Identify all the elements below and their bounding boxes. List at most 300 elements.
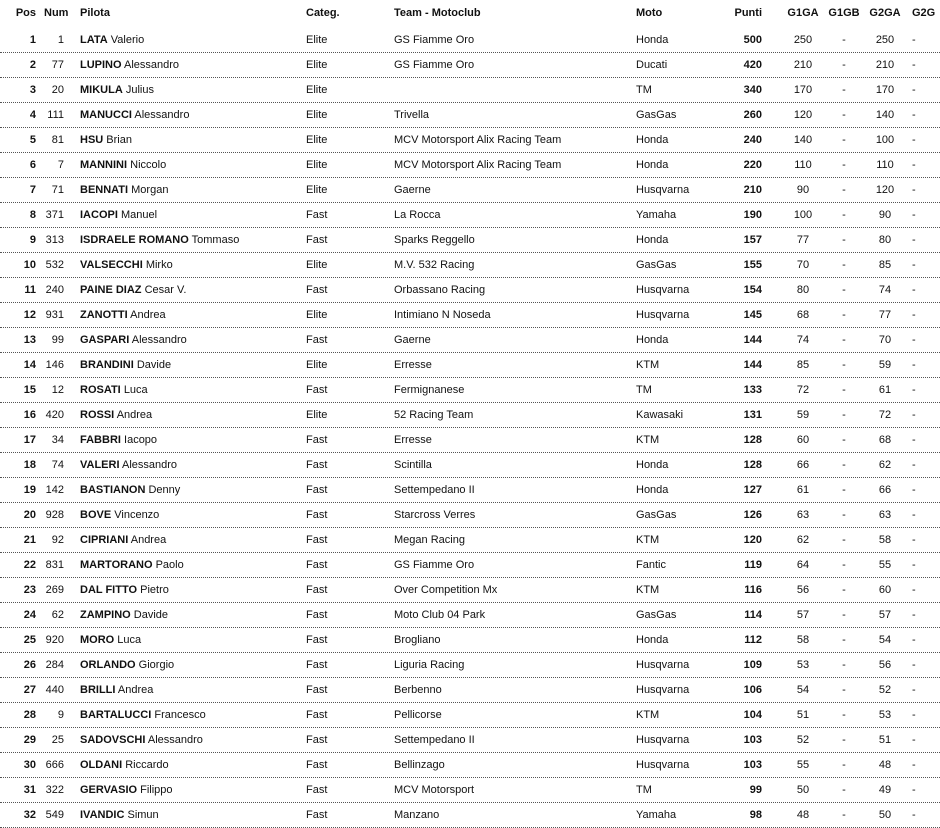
cell-g2gb: - (912, 634, 916, 646)
cell-pos: 6 (29, 159, 36, 171)
cell-categ: Fast (306, 584, 328, 596)
cell-pilota (80, 584, 169, 597)
table-row (0, 803, 940, 828)
table-row (0, 553, 940, 578)
cell-g1gb: - (842, 509, 846, 521)
cell-categ: Fast (306, 609, 328, 621)
cell-g1gb: - (842, 809, 846, 821)
cell-moto: Yamaha (636, 209, 677, 221)
cell-categ: Elite (306, 34, 328, 46)
cell-firstname: Manuel (120, 209, 158, 221)
cell-moto: Husqvarna (636, 759, 690, 771)
cell-moto: Honda (636, 634, 669, 646)
cell-g1gb: - (842, 734, 846, 746)
cell-firstname: Davide (133, 609, 169, 621)
cell-firstname: Andrea (117, 684, 154, 696)
cell-g1gb: - (842, 784, 846, 796)
cell-pilota (80, 434, 157, 447)
cell-moto: GasGas (636, 259, 677, 271)
cell-moto: Honda (636, 234, 669, 246)
cell-pos: 14 (23, 359, 36, 371)
cell-surname: MARTORANO (80, 559, 153, 571)
cell-punti: 127 (743, 484, 762, 496)
cell-num: 25 (51, 734, 64, 746)
cell-g1ga: 210 (793, 59, 813, 71)
cell-g2gb: - (912, 209, 916, 221)
cell-moto: Husqvarna (636, 734, 690, 746)
cell-punti: 220 (743, 159, 762, 171)
cell-g2gb: - (912, 334, 916, 346)
cell-num: 666 (45, 759, 64, 771)
table-row (0, 428, 940, 453)
table-row (0, 678, 940, 703)
cell-surname: ISDRAELE ROMANO (80, 234, 189, 246)
cell-g1gb: - (842, 234, 846, 246)
cell-g2gb: - (912, 309, 916, 321)
cell-g2gb: - (912, 159, 916, 171)
cell-firstname: Valerio (110, 34, 145, 46)
cell-moto: Kawasaki (636, 409, 684, 421)
cell-g2gb: - (912, 684, 916, 696)
cell-categ: Elite (306, 309, 328, 321)
cell-g2ga: 53 (878, 709, 892, 721)
cell-firstname: Alessandro (121, 459, 178, 471)
cell-moto: Honda (636, 159, 669, 171)
cell-firstname: Alessandro (124, 59, 180, 71)
cell-firstname: Luca (117, 634, 142, 646)
cell-firstname: Filippo (140, 784, 173, 796)
cell-categ: Fast (306, 209, 328, 221)
cell-team: Orbassano Racing (394, 284, 486, 296)
cell-categ: Fast (306, 659, 328, 671)
cell-moto: Husqvarna (636, 684, 690, 696)
cell-team: La Rocca (394, 209, 441, 221)
cell-g1gb: - (842, 109, 846, 121)
cell-num: 62 (51, 609, 64, 621)
cell-g1ga: 54 (796, 684, 810, 696)
cell-pos: 18 (23, 459, 36, 471)
cell-g1ga: 50 (796, 784, 810, 796)
cell-g1ga: 74 (796, 334, 810, 346)
cell-pilota (80, 809, 159, 822)
cell-g2gb: - (912, 484, 916, 496)
header-team: Team - Motoclub (394, 7, 481, 19)
cell-num: 269 (45, 584, 64, 596)
cell-pos: 7 (29, 184, 36, 196)
cell-g2ga: 110 (876, 159, 894, 171)
cell-team: Settempedano II (394, 734, 475, 746)
cell-punti: 114 (744, 609, 762, 621)
table-row (0, 53, 940, 78)
table-row (0, 28, 940, 53)
cell-pilota (80, 509, 159, 522)
cell-team: Pellicorse (394, 709, 442, 721)
cell-pos: 24 (23, 609, 36, 621)
cell-team: GS Fiamme Oro (394, 559, 475, 571)
cell-pos: 23 (23, 584, 36, 596)
cell-team: M.V. 532 Racing (394, 259, 475, 271)
table-row (0, 253, 940, 278)
cell-pilota (80, 259, 173, 272)
cell-categ: Fast (306, 634, 328, 646)
table-row (0, 653, 940, 678)
cell-firstname: Andrea (130, 534, 167, 546)
cell-num: 920 (45, 634, 64, 646)
cell-g1gb: - (842, 609, 846, 621)
table-row (0, 153, 940, 178)
table-row (0, 578, 940, 603)
cell-punti: 133 (743, 384, 762, 396)
cell-team: MCV Motorsport Alix Racing Team (394, 159, 562, 171)
cell-firstname: Alessandro (134, 109, 190, 121)
cell-g1gb: - (842, 484, 846, 496)
cell-moto: Fantic (636, 559, 666, 571)
cell-g2gb: - (912, 809, 916, 821)
cell-punti: 128 (743, 459, 762, 471)
cell-punti: 104 (743, 709, 762, 721)
cell-surname: VALERI (80, 459, 120, 471)
cell-num: 313 (45, 234, 64, 246)
cell-num: 74 (51, 459, 64, 471)
cell-g2gb: - (912, 384, 916, 396)
cell-firstname: Niccolo (130, 159, 167, 171)
cell-team: Over Competition Mx (394, 584, 498, 596)
cell-g1ga: 80 (796, 284, 810, 296)
cell-pos: 20 (23, 509, 36, 521)
cell-g2ga: 54 (878, 634, 892, 646)
cell-surname: ZAMPINO (80, 609, 131, 621)
table-row (0, 328, 940, 353)
cell-team: GS Fiamme Oro (394, 34, 475, 46)
cell-num: 99 (51, 334, 64, 346)
cell-num: 20 (51, 84, 64, 96)
cell-surname: ROSATI (80, 384, 121, 396)
cell-categ: Fast (306, 534, 328, 546)
cell-pos: 31 (23, 784, 36, 796)
cell-surname: BRILLI (80, 684, 116, 696)
cell-g2ga: 77 (878, 309, 892, 321)
cell-g2gb: - (912, 359, 916, 371)
cell-pos: 5 (29, 134, 36, 146)
cell-g2gb: - (912, 434, 916, 446)
cell-moto: Yamaha (636, 809, 677, 821)
cell-g2gb: - (912, 134, 916, 146)
cell-team: 52 Racing Team (394, 409, 474, 421)
cell-moto: Ducati (636, 59, 668, 71)
cell-num: 322 (45, 784, 64, 796)
cell-g2ga: 170 (875, 84, 895, 96)
cell-g2ga: 250 (875, 34, 895, 46)
cell-surname: BENNATI (80, 184, 129, 196)
cell-num: 146 (45, 359, 64, 371)
cell-categ: Fast (306, 759, 328, 771)
cell-categ: Fast (306, 234, 328, 246)
cell-pos: 13 (23, 334, 36, 346)
table-header (0, 5, 940, 30)
cell-surname: SADOVSCHI (80, 734, 146, 746)
cell-g1ga: 68 (796, 309, 810, 321)
cell-g1gb: - (842, 359, 846, 371)
cell-categ: Fast (306, 509, 328, 521)
cell-num: 77 (51, 59, 64, 71)
cell-surname: BRANDINI (80, 359, 134, 371)
cell-g1gb: - (842, 134, 846, 146)
table-row (0, 628, 940, 653)
cell-moto: Honda (636, 134, 669, 146)
cell-firstname: Paolo (155, 559, 184, 571)
cell-team: Trivella (394, 109, 430, 121)
cell-g1ga: 61 (796, 484, 810, 496)
cell-g2gb: - (912, 184, 916, 196)
table-row (0, 528, 940, 553)
cell-pilota (80, 159, 166, 172)
cell-moto: GasGas (636, 509, 677, 521)
cell-firstname: Morgan (131, 184, 169, 196)
table-row (0, 728, 940, 753)
cell-num: 931 (45, 309, 64, 321)
cell-punti: 420 (743, 59, 762, 71)
cell-punti: 260 (743, 109, 762, 121)
table-row (0, 78, 940, 103)
header-pilota: Pilota (80, 7, 110, 19)
cell-team: Erresse (394, 434, 432, 446)
cell-moto: TM (636, 84, 652, 96)
cell-punti: 240 (743, 134, 762, 146)
cell-pilota (80, 59, 179, 72)
cell-g1gb: - (842, 184, 846, 196)
header-punti: Punti (734, 7, 762, 19)
cell-g1gb: - (842, 284, 846, 296)
cell-punti: 109 (743, 659, 762, 671)
cell-num: 440 (45, 684, 64, 696)
cell-g1gb: - (842, 309, 846, 321)
table-row (0, 753, 940, 778)
cell-team: Brogliano (394, 634, 441, 646)
cell-g2ga: 52 (878, 684, 892, 696)
cell-moto: Husqvarna (636, 284, 690, 296)
cell-firstname: Riccardo (125, 759, 169, 771)
cell-num: 34 (51, 434, 64, 446)
cell-g1gb: - (842, 34, 846, 46)
cell-pilota (80, 309, 166, 322)
cell-pilota (80, 234, 239, 247)
cell-g1gb: - (842, 634, 846, 646)
cell-g2gb: - (912, 509, 916, 521)
cell-punti: 116 (744, 584, 762, 596)
cell-pilota (80, 184, 168, 197)
cell-firstname: Alessandro (131, 334, 187, 346)
cell-surname: MANNINI (80, 159, 128, 171)
cell-moto: TM (636, 384, 652, 396)
cell-g2gb: - (912, 659, 916, 671)
cell-g1ga: 85 (796, 359, 810, 371)
cell-g2ga: 210 (875, 59, 895, 71)
table-row (0, 703, 940, 728)
cell-team: Intimiano N Noseda (394, 309, 491, 321)
cell-team: MCV Motorsport Alix Racing Team (394, 134, 562, 146)
cell-g2ga: 140 (875, 109, 895, 121)
cell-g2gb: - (912, 559, 916, 571)
cell-categ: Fast (306, 559, 328, 571)
cell-pos: 30 (23, 759, 36, 771)
header-num: Num (44, 7, 69, 19)
cell-pilota (80, 359, 171, 372)
cell-punti: 103 (743, 734, 762, 746)
cell-g1ga: 52 (796, 734, 810, 746)
cell-surname: BOVE (80, 509, 112, 521)
cell-g2ga: 51 (878, 734, 892, 746)
cell-pos: 8 (29, 209, 36, 221)
cell-punti: 131 (743, 409, 762, 421)
cell-surname: BARTALUCCI (80, 709, 152, 721)
cell-g1gb: - (842, 409, 846, 421)
cell-num: 81 (51, 134, 64, 146)
cell-g2gb: - (912, 584, 916, 596)
cell-firstname: Tommaso (191, 234, 240, 246)
cell-pilota (80, 109, 189, 122)
cell-team: Gaerne (394, 184, 431, 196)
cell-g1ga: 51 (796, 709, 810, 721)
cell-punti: 500 (743, 34, 762, 46)
cell-firstname: Vincenzo (114, 509, 160, 521)
cell-team: Scintilla (394, 459, 432, 471)
cell-pilota (80, 784, 173, 797)
cell-g1ga: 72 (796, 384, 810, 396)
cell-num: 9 (57, 709, 64, 721)
cell-pilota (80, 634, 141, 647)
header-g2gb: G2G (912, 7, 936, 19)
cell-moto: Husqvarna (636, 184, 690, 196)
cell-g2ga: 120 (875, 184, 895, 196)
cell-g1ga: 170 (793, 84, 813, 96)
cell-g1ga: 66 (796, 459, 810, 471)
cell-pilota (80, 484, 180, 497)
cell-g2ga: 74 (878, 284, 892, 296)
cell-g1gb: - (842, 384, 846, 396)
cell-g2ga: 49 (878, 784, 892, 796)
cell-moto: Husqvarna (636, 659, 690, 671)
cell-pilota (80, 734, 203, 747)
cell-g1ga: 55 (796, 759, 810, 771)
cell-categ: Fast (306, 709, 328, 721)
cell-g2ga: 48 (878, 759, 892, 771)
cell-firstname: Brian (106, 134, 132, 146)
cell-g2ga: 68 (878, 434, 892, 446)
cell-g1ga: 62 (796, 534, 810, 546)
cell-g1gb: - (842, 709, 846, 721)
cell-g1ga: 53 (796, 659, 810, 671)
cell-g2gb: - (912, 459, 916, 471)
cell-moto: Honda (636, 34, 669, 46)
cell-categ: Elite (306, 109, 328, 121)
cell-team: Bellinzago (394, 759, 445, 771)
cell-g2gb: - (912, 84, 916, 96)
cell-punti: 157 (743, 234, 762, 246)
cell-surname: BASTIANON (80, 484, 146, 496)
cell-g1gb: - (842, 534, 846, 546)
cell-moto: Honda (636, 334, 669, 346)
cell-num: 532 (45, 259, 64, 271)
cell-num: 831 (45, 559, 64, 571)
cell-pilota (80, 609, 168, 622)
cell-team: Moto Club 04 Park (394, 609, 486, 621)
cell-g2ga: 66 (878, 484, 892, 496)
cell-pilota (80, 684, 153, 697)
cell-categ: Fast (306, 484, 328, 496)
cell-pilota (80, 134, 132, 147)
cell-g1ga: 77 (796, 234, 810, 246)
cell-pilota (80, 459, 177, 472)
header-g2ga: G2GA (869, 7, 901, 19)
cell-firstname: Francesco (154, 709, 206, 721)
cell-firstname: Mirko (145, 259, 173, 271)
cell-pos: 16 (23, 409, 36, 421)
cell-firstname: Andrea (116, 409, 153, 421)
cell-pilota (80, 334, 187, 347)
cell-pos: 2 (29, 59, 36, 71)
table-row (0, 228, 940, 253)
cell-g1ga: 70 (796, 259, 810, 271)
cell-moto: Honda (636, 484, 669, 496)
cell-num: 371 (45, 209, 64, 221)
cell-pilota (80, 659, 174, 672)
cell-team: Settempedano II (394, 484, 475, 496)
cell-team: Fermignanese (394, 384, 465, 396)
cell-g2ga: 72 (878, 409, 892, 421)
cell-categ: Elite (306, 259, 328, 271)
cell-g1ga: 250 (793, 34, 813, 46)
cell-moto: KTM (636, 534, 660, 546)
cell-g2gb: - (912, 734, 916, 746)
cell-surname: PAINE DIAZ (80, 284, 142, 296)
cell-moto: KTM (636, 434, 660, 446)
cell-pos: 12 (23, 309, 36, 321)
cell-surname: VALSECCHI (80, 259, 143, 271)
cell-surname: ROSSI (80, 409, 115, 421)
cell-team: Liguria Racing (394, 659, 465, 671)
cell-team: MCV Motorsport (394, 784, 475, 796)
cell-team: Erresse (394, 359, 432, 371)
cell-g2ga: 59 (878, 359, 892, 371)
table-row (0, 128, 940, 153)
table-row (0, 503, 940, 528)
header-categ: Categ. (306, 7, 340, 19)
cell-surname: MORO (80, 634, 115, 646)
cell-punti: 210 (743, 184, 762, 196)
cell-g2ga: 90 (878, 209, 892, 221)
cell-g1ga: 48 (796, 809, 810, 821)
cell-surname: CIPRIANI (80, 534, 129, 546)
cell-g1gb: - (842, 684, 846, 696)
cell-g1ga: 90 (796, 184, 810, 196)
cell-punti: 98 (749, 809, 762, 821)
cell-moto: KTM (636, 709, 660, 721)
cell-num: 928 (45, 509, 64, 521)
table-row (0, 603, 940, 628)
cell-num: 92 (51, 534, 64, 546)
cell-pilota (80, 209, 157, 222)
cell-g1ga: 58 (796, 634, 810, 646)
cell-surname: LUPINO (80, 59, 122, 71)
cell-g2gb: - (912, 784, 916, 796)
cell-punti: 99 (749, 784, 762, 796)
cell-categ: Elite (306, 184, 328, 196)
cell-pos: 17 (23, 434, 36, 446)
cell-categ: Elite (306, 134, 328, 146)
cell-firstname: Andrea (130, 309, 166, 321)
cell-surname: MIKULA (80, 84, 123, 96)
cell-g1gb: - (842, 84, 846, 96)
